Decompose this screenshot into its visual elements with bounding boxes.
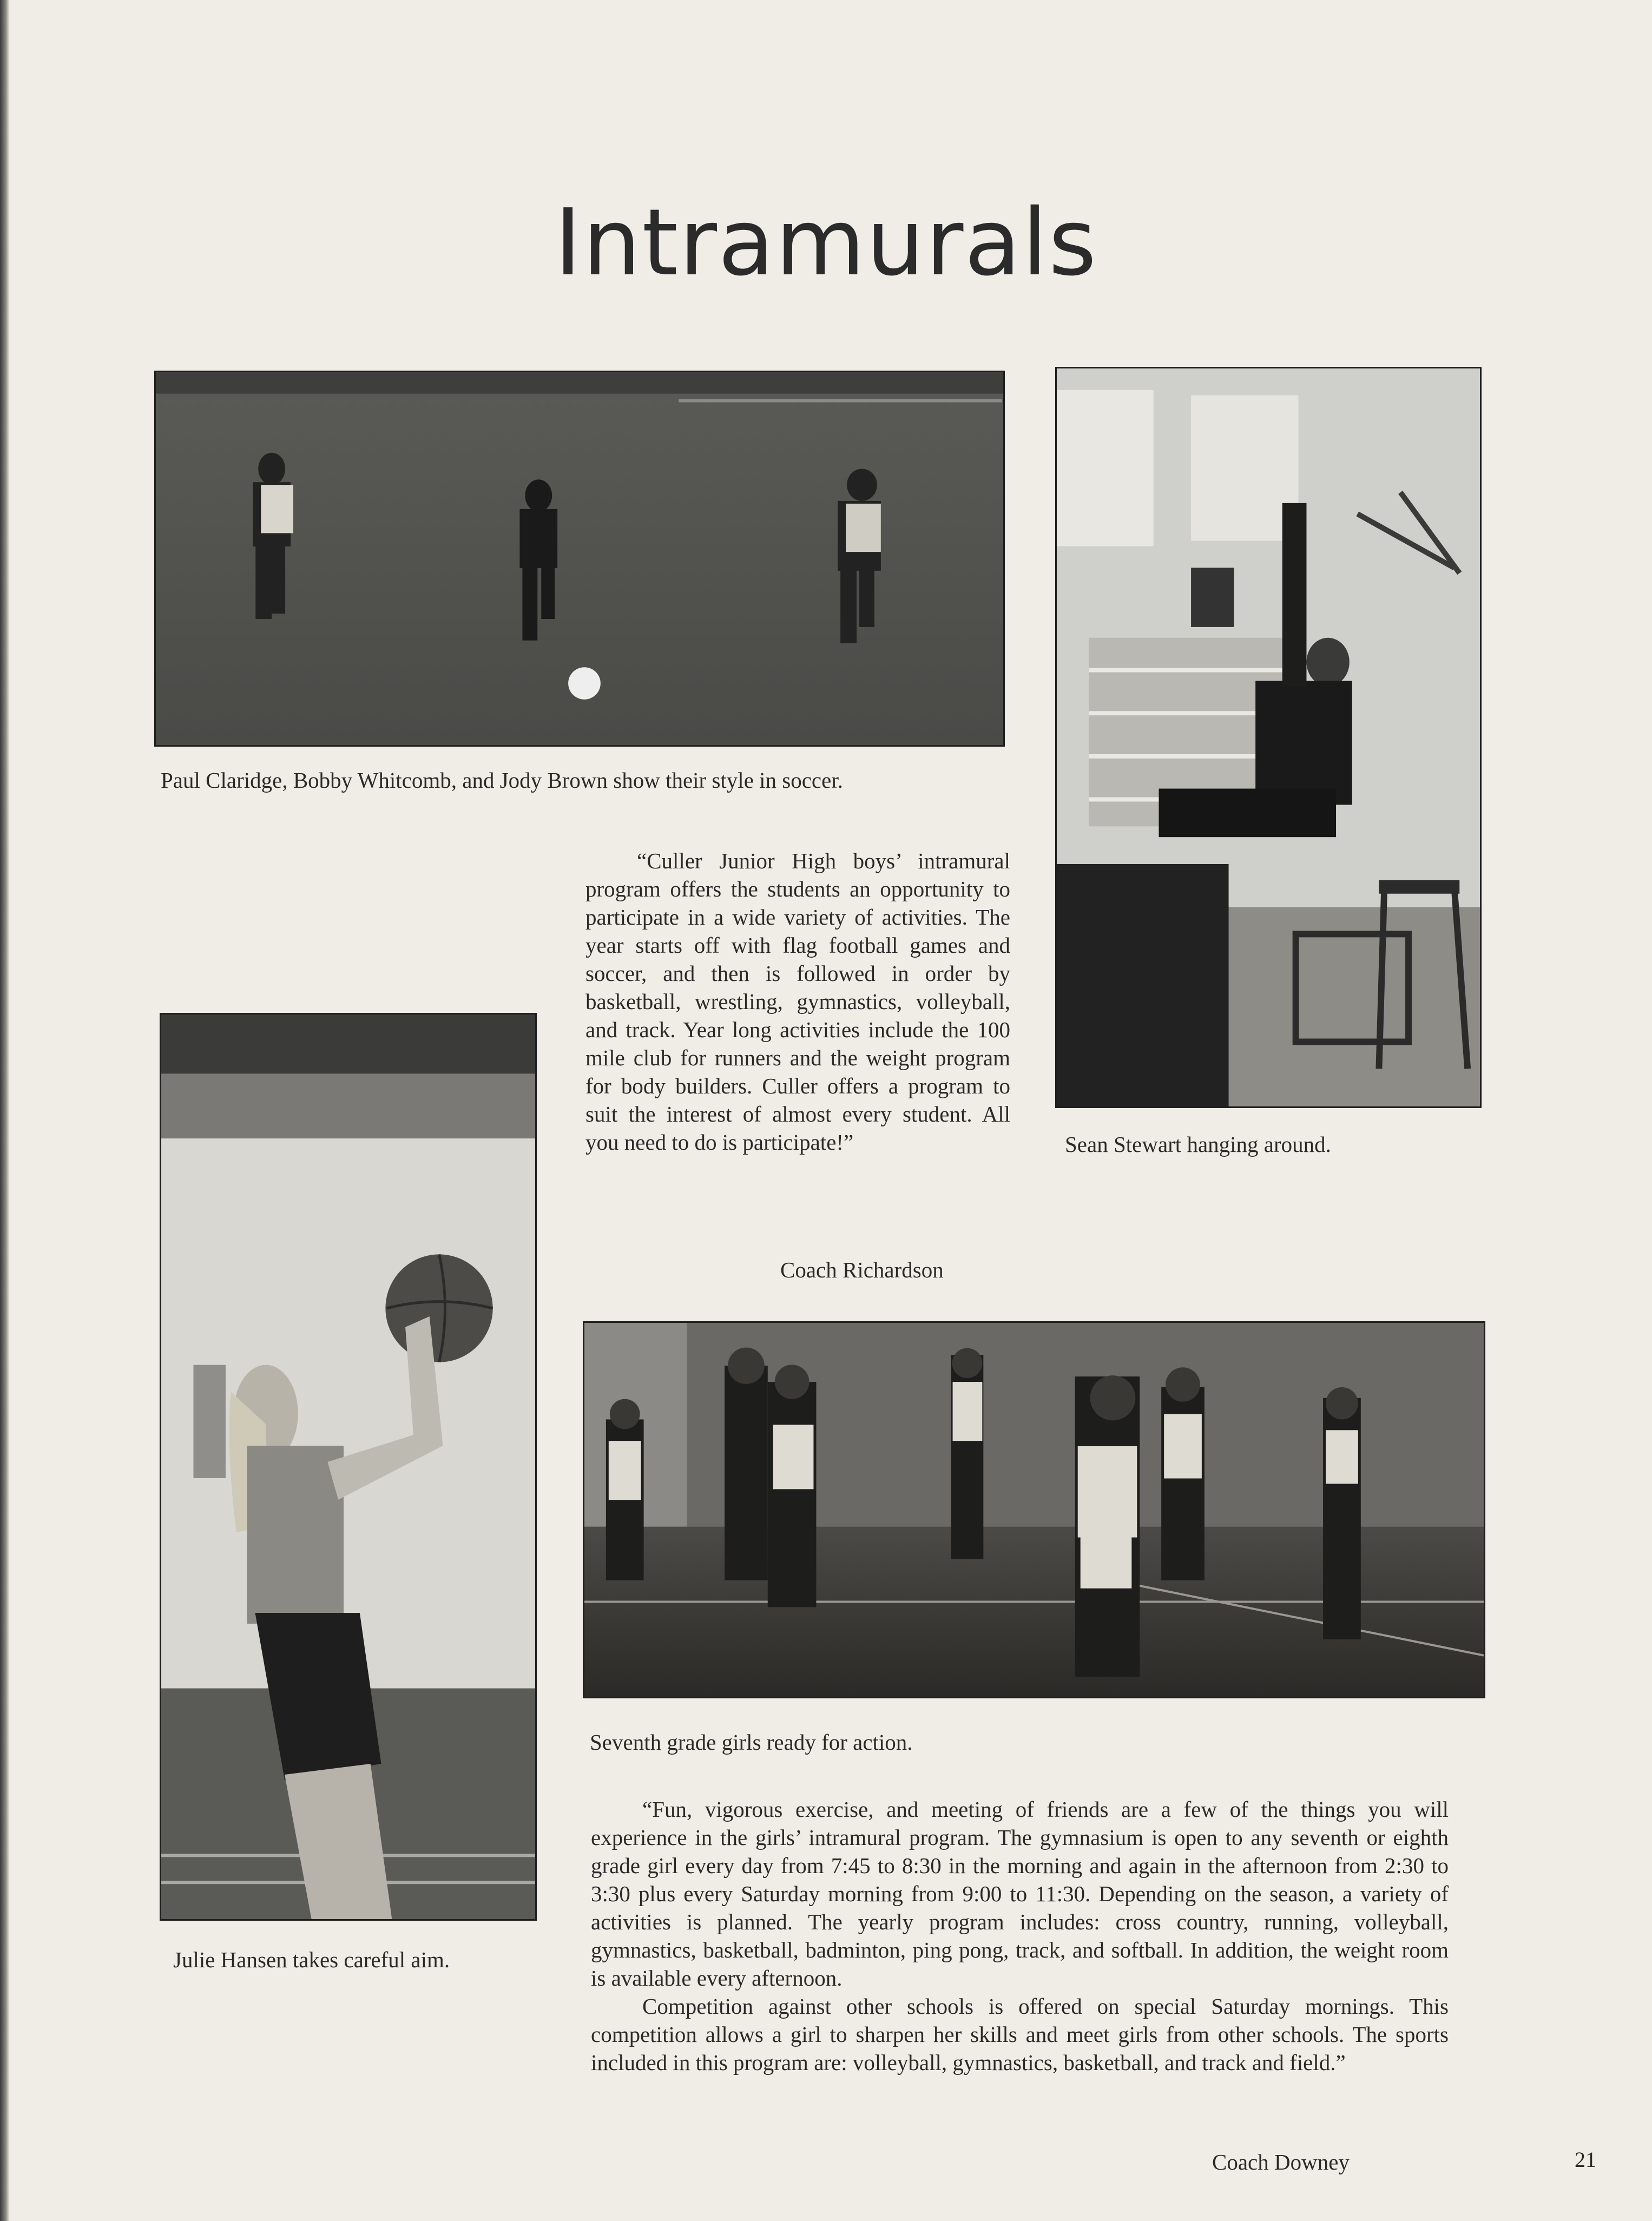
- page-number: 21: [1575, 2147, 1596, 2172]
- hanging-caption: Sean Stewart hanging around.: [1065, 1132, 1331, 1157]
- girls-program-text: [591, 1795, 1449, 2077]
- soccer-caption: Paul Claridge, Bobby Whitcomb, and Jody Brown show their style in soccer.: [161, 768, 843, 793]
- page-binding-edge: [0, 0, 10, 2221]
- girls-gym-caption: Seventh grade girls ready for action.: [590, 1730, 913, 1755]
- girls-program-paragraph-1: “Fun, vigorous exercise, and meeting of friends are a few of the things you will experience in the girls’ intramural program. The gymnasium is open to any seventh or eighth grade girl every day from 7:45 to 8:30 in the morning and again in the afternoon from 2:30 to 3:30 plus every Saturday morning from 9:00 to 11:30. Depending on the season, a variety of activities is planned. The yearly program includes: cross country, running, volleyball, gymnastics, basketball, badminton, ping pong, track, and softball. In addition, the weight room is available every afternoon.: [591, 1797, 1449, 1991]
- basketball-caption: Julie Hansen takes careful aim.: [173, 1947, 450, 1972]
- hanging-photo: [1055, 367, 1482, 1108]
- boys-program-signature: Coach Richardson: [780, 1257, 944, 1282]
- girls-program-signature: Coach Downey: [1212, 2150, 1350, 2174]
- girls-program-paragraph-2: Competition against other schools is offered on special Saturday mornings. This competition allows a girl to sharpen her skills and meet girls from other schools. The sports included in this program are: volleyball, gymnastics, basketball, and track and field.”: [591, 1994, 1449, 2075]
- girls-gym-photo: [583, 1321, 1485, 1698]
- boys-program-text: [585, 847, 1010, 1156]
- basketball-photo: [160, 1013, 537, 1921]
- soccer-photo: [154, 371, 1005, 747]
- page-title: Intramurals: [554, 189, 1098, 296]
- boys-program-paragraph: “Culler Junior High boys’ intramural program offers the students an opportunity to participate in a wide variety of activities. The year starts off with flag football games and soccer, and then is followed in order by basketball, wrestling, gymnastics, volleyball, and track. Year long activities include the 100 mile club for runners and the weight program for body builders. Culler offers a program to suit the interest of almost every student. All you need to do is participate!”: [585, 848, 1010, 1155]
